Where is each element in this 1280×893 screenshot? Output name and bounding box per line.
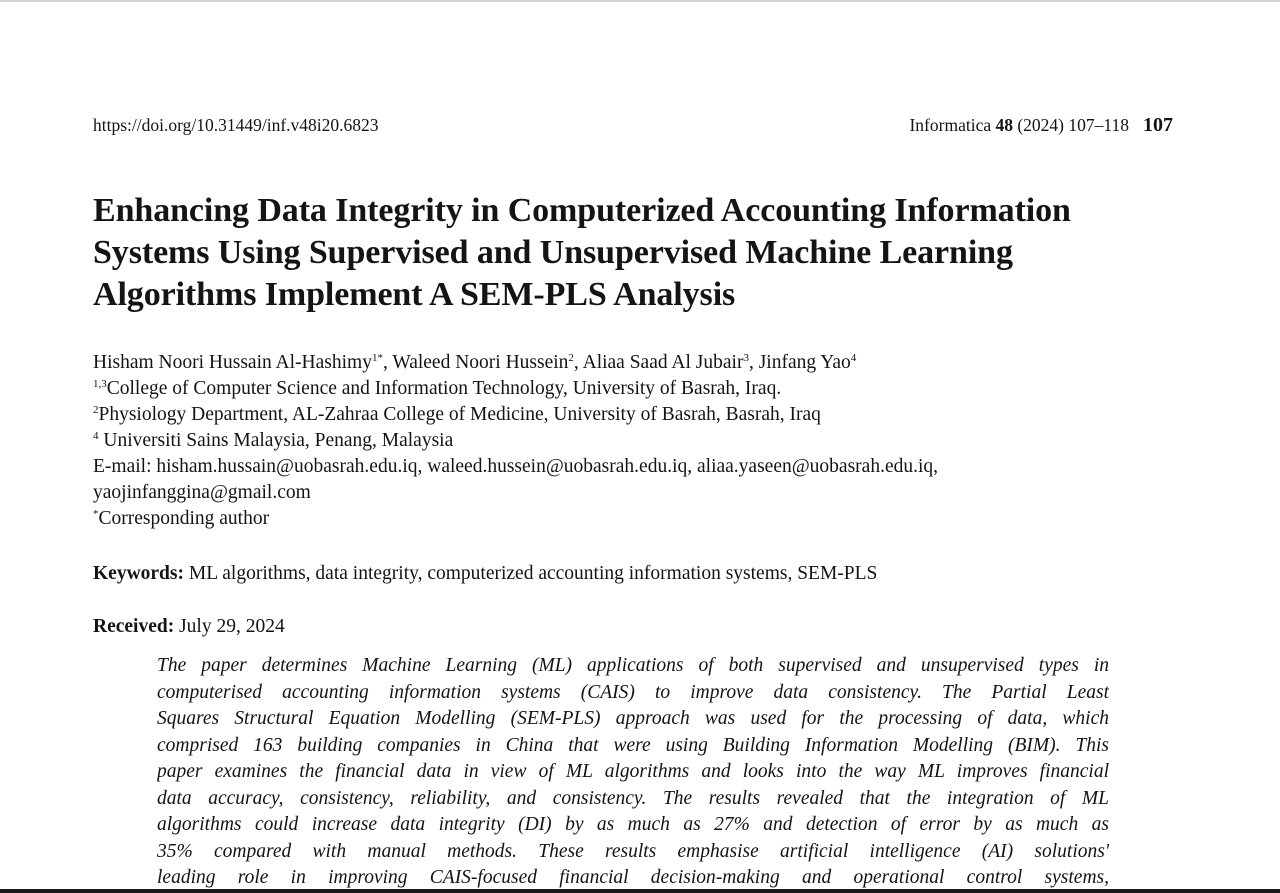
journal-year-pages: (2024) 107–118 bbox=[1017, 115, 1129, 135]
abstract-line: algorithms could increase data integrity (DI) by as much as 27% and detection of error by as much as bbox=[157, 814, 1109, 835]
affiliation-text: Universiti Sains Malaysia, Penang, Malaysia bbox=[98, 430, 454, 451]
keywords-text: ML algorithms, data integrity, computerized accounting information systems, SEM-PLS bbox=[184, 563, 878, 584]
abstract-line: 35% compared with manual methods. These results emphasise artificial intelligence (AI) solutions' bbox=[157, 840, 1109, 862]
email-line[interactable]: yaojinfanggina@gmail.com bbox=[93, 482, 311, 503]
top-edge-line bbox=[0, 0, 1280, 2]
author-block bbox=[93, 350, 1193, 532]
abstract bbox=[157, 653, 1109, 892]
journal-volume: 48 bbox=[995, 115, 1013, 135]
abstract-line: leading role in improving CAIS-focused financial decision-making and operational control systems, bbox=[157, 867, 1109, 888]
author-name: Jinfang Yao bbox=[758, 352, 851, 373]
keywords-label: Keywords: bbox=[93, 563, 184, 584]
affiliation bbox=[93, 376, 1193, 402]
author-sup: 2 bbox=[568, 352, 574, 364]
affiliation-text: Physiology Department, AL-Zahraa College of Medicine, University of Basrah, Basrah, Iraq bbox=[98, 404, 821, 425]
keywords bbox=[93, 561, 1193, 587]
author-sup: 3 bbox=[743, 352, 749, 364]
author-sep: , bbox=[748, 352, 759, 373]
author-name: Hisham Noori Hussain Al-Hashimy bbox=[93, 352, 372, 373]
received-label: Received: bbox=[93, 616, 175, 637]
author-sep: , bbox=[382, 352, 393, 373]
affiliation-sup: 2 bbox=[93, 404, 99, 416]
affiliation-sup: 1,3 bbox=[93, 378, 107, 390]
title-line: Enhancing Data Integrity in Computerized Accounting Information bbox=[93, 192, 1071, 229]
title-line: Systems Using Supervised and Unsupervised Machine Learning bbox=[93, 234, 1013, 271]
author-sup: 4 bbox=[850, 352, 857, 364]
author-list bbox=[93, 350, 1193, 376]
corresponding-sup: * bbox=[93, 508, 99, 520]
corresponding-author bbox=[93, 506, 1193, 532]
page-header bbox=[93, 113, 1173, 137]
author-name: Waleed Noori Hussein bbox=[392, 352, 569, 373]
abstract-line: paper examines the financial data in view of ML algorithms and looks into the way ML improves financial bbox=[157, 761, 1109, 782]
received-date bbox=[93, 614, 285, 640]
email-line[interactable]: E-mail: hisham.hussain@uobasrah.edu.iq, waleed.hussein@uobasrah.edu.iq, aliaa.yaseen@uobasrah.edu.iq, bbox=[93, 456, 939, 477]
author-name: Aliaa Saad Al Jubair bbox=[582, 352, 744, 373]
abstract-line: comprised 163 building companies in China that were using Building Information Modelling (BIM). This bbox=[157, 734, 1109, 756]
page-number: 107 bbox=[1143, 114, 1173, 136]
paper-title bbox=[93, 190, 1203, 316]
abstract-line: data accuracy, consistency, reliability, and consistency. The results revealed that the integration of ML bbox=[157, 787, 1109, 809]
affiliation bbox=[93, 428, 1193, 454]
abstract-line: The paper determines Machine Learning (ML) applications of both supervised and unsupervised types in bbox=[157, 655, 1109, 676]
received-text: July 29, 2024 bbox=[174, 616, 285, 637]
author-sep: , bbox=[573, 352, 583, 373]
journal-reference bbox=[909, 113, 1173, 137]
affiliation bbox=[93, 402, 1193, 428]
title-line: Algorithms Implement A SEM-PLS Analysis bbox=[93, 276, 736, 313]
abstract-line: computerised accounting information systems (CAIS) to improve data consistency. The Partial Least bbox=[157, 681, 1109, 703]
bottom-edge-bar bbox=[0, 889, 1280, 893]
doi-link[interactable]: https://doi.org/10.31449/inf.v48i20.6823 bbox=[93, 115, 379, 135]
affiliation-sup: 4 bbox=[93, 430, 99, 442]
journal-name: Informatica bbox=[909, 115, 992, 135]
affiliation-text: College of Computer Science and Information Technology, University of Basrah, Iraq. bbox=[106, 378, 782, 399]
author-sup: 1* bbox=[371, 352, 383, 364]
abstract-line: Squares Structural Equation Modelling (SEM-PLS) approach was used for the processing of data, which bbox=[157, 708, 1109, 729]
corresponding-text: Corresponding author bbox=[98, 508, 270, 529]
